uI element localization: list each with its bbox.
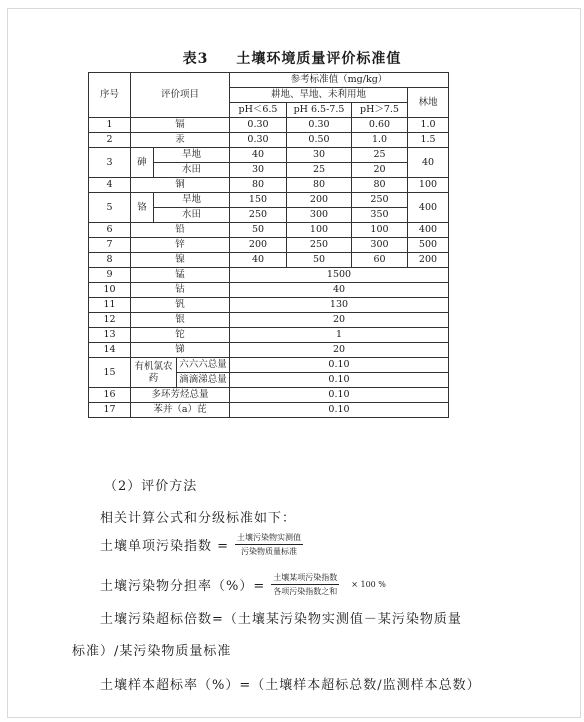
cell-value: 250	[352, 193, 408, 208]
section-intro: 相关计算公式和分级标准如下：	[100, 511, 297, 526]
cell-group: 有机氯农药	[131, 358, 177, 388]
cell-value: 80	[352, 178, 408, 193]
table-row	[89, 343, 449, 358]
formula-exceed-multiple-line1: 土壤污染超标倍数=（土壤某污染物实测值－某污染物质量	[100, 612, 462, 627]
table-row	[89, 178, 449, 193]
formula-label: 土壤单项污染指数 =	[100, 539, 230, 554]
cell-subitem: 水田	[154, 163, 230, 178]
table-row	[89, 133, 449, 148]
formula-exceed-multiple-line2: 标准）/某污染物质量标准	[72, 644, 232, 659]
cell-subitem: 滴滴涕总量	[177, 373, 230, 388]
table-row	[89, 253, 449, 268]
header-reference: 参考标准值（mg/kg）	[230, 73, 449, 88]
cell-value: 0.10	[230, 403, 449, 418]
table-row	[89, 388, 449, 403]
header-ph3: pH＞7.5	[352, 103, 408, 118]
cell-item: 钒	[131, 298, 230, 313]
header-index: 序号	[89, 73, 131, 118]
table-row	[89, 313, 449, 328]
cell-value: 20	[352, 163, 408, 178]
cell-value: 250	[230, 208, 287, 223]
cell-item: 镉	[131, 118, 230, 133]
cell-value: 100	[408, 178, 449, 193]
cell-value: 0.30	[287, 118, 352, 133]
cell-item: 银	[131, 313, 230, 328]
cell-item: 锰	[131, 268, 230, 283]
table-header-row	[89, 73, 449, 88]
cell-value: 150	[230, 193, 287, 208]
cell-item: 镍	[131, 253, 230, 268]
table-row	[89, 283, 449, 298]
formula-fraction	[271, 572, 339, 597]
cell-index: 11	[89, 298, 131, 313]
cell-item: 铜	[131, 178, 230, 193]
formula-label: 土壤污染物分担率（%）=	[100, 579, 266, 594]
table-row	[89, 148, 449, 163]
cell-index: 2	[89, 133, 131, 148]
fraction-denominator: 污染物质量标准	[241, 547, 298, 556]
cell-item: 汞	[131, 133, 230, 148]
cell-index: 17	[89, 403, 131, 418]
header-forest: 林地	[408, 88, 449, 118]
table-row	[89, 358, 449, 373]
cell-value: 350	[352, 208, 408, 223]
table-row	[89, 328, 449, 343]
cell-index: 1	[89, 118, 131, 133]
cell-value: 40	[230, 253, 287, 268]
cell-item: 锌	[131, 238, 230, 253]
cell-value: 30	[230, 163, 287, 178]
cell-value: 0.50	[287, 133, 352, 148]
cell-index: 16	[89, 388, 131, 403]
header-land: 耕地、旱地、未利用地	[230, 88, 408, 103]
cell-value: 60	[352, 253, 408, 268]
cell-index: 9	[89, 268, 131, 283]
fraction-numerator: 土壤某项污染指数	[271, 572, 339, 585]
cell-index: 14	[89, 343, 131, 358]
cell-index: 15	[89, 358, 131, 388]
cell-value: 40	[230, 283, 449, 298]
cell-subitem: 六六六总量	[177, 358, 230, 373]
cell-group: 铬	[131, 193, 154, 223]
table-row	[89, 238, 449, 253]
cell-value: 300	[287, 208, 352, 223]
cell-item: 钴	[131, 283, 230, 298]
cell-value: 80	[287, 178, 352, 193]
cell-value: 1.0	[408, 118, 449, 133]
cell-value: 0.30	[230, 133, 287, 148]
cell-value: 200	[230, 238, 287, 253]
cell-value: 40	[230, 148, 287, 163]
cell-index: 4	[89, 178, 131, 193]
cell-value: 20	[230, 343, 449, 358]
cell-item: 铊	[131, 328, 230, 343]
table-row	[89, 223, 449, 238]
cell-value: 80	[230, 178, 287, 193]
table-title-text: 土壤环境质量评价标准值	[236, 51, 402, 67]
cell-value: 25	[352, 148, 408, 163]
cell-item: 多环芳烃总量	[131, 388, 230, 403]
cell-index: 10	[89, 283, 131, 298]
cell-value: 1500	[230, 268, 449, 283]
cell-value: 50	[287, 253, 352, 268]
cell-value: 0.10	[230, 373, 449, 388]
cell-value: 300	[352, 238, 408, 253]
cell-index: 6	[89, 223, 131, 238]
cell-value: 500	[408, 238, 449, 253]
cell-index: 13	[89, 328, 131, 343]
cell-value: 1.0	[352, 133, 408, 148]
cell-item: 铅	[131, 223, 230, 238]
cell-value: 40	[408, 148, 449, 178]
cell-subitem: 旱地	[154, 148, 230, 163]
fraction-denominator: 各项污染指数之和	[273, 587, 338, 596]
cell-index: 7	[89, 238, 131, 253]
cell-index: 5	[89, 193, 131, 223]
table-row	[89, 268, 449, 283]
cell-value: 50	[230, 223, 287, 238]
cell-value: 250	[287, 238, 352, 253]
cell-value: 0.10	[230, 388, 449, 403]
cell-value: 400	[408, 223, 449, 238]
table-title	[0, 48, 584, 68]
header-ph1: pH＜6.5	[230, 103, 287, 118]
cell-group: 砷	[131, 148, 154, 178]
cell-value: 20	[230, 313, 449, 328]
cell-index: 8	[89, 253, 131, 268]
table-row	[89, 193, 449, 208]
formula-fraction	[235, 532, 303, 557]
fraction-numerator: 土壤污染物实测值	[235, 532, 303, 545]
cell-index: 12	[89, 313, 131, 328]
cell-index: 3	[89, 148, 131, 178]
cell-value: 0.30	[230, 118, 287, 133]
cell-value: 400	[408, 193, 449, 223]
cell-value: 0.10	[230, 358, 449, 373]
cell-subitem: 旱地	[154, 193, 230, 208]
table-number: 表3	[182, 51, 209, 67]
formula-share-rate	[100, 572, 386, 597]
cell-item: 苯并（a）芘	[131, 403, 230, 418]
table-row	[89, 403, 449, 418]
header-item: 评价项目	[131, 73, 230, 118]
cell-value: 130	[230, 298, 449, 313]
cell-value: 100	[352, 223, 408, 238]
formula-single-index	[100, 532, 309, 557]
standards-table	[88, 72, 449, 418]
formula-suffix: × 100 %	[351, 580, 386, 589]
cell-value: 200	[408, 253, 449, 268]
cell-value: 0.60	[352, 118, 408, 133]
cell-value: 200	[287, 193, 352, 208]
cell-value: 25	[287, 163, 352, 178]
table-row	[89, 118, 449, 133]
table-row	[89, 298, 449, 313]
cell-subitem: 水田	[154, 208, 230, 223]
cell-value: 30	[287, 148, 352, 163]
cell-value: 1	[230, 328, 449, 343]
cell-value: 1.5	[408, 133, 449, 148]
cell-value: 100	[287, 223, 352, 238]
formula-exceed-rate: 土壤样本超标率（%）=（土壤样本超标总数/监测样本总数）	[100, 678, 481, 693]
header-ph2: pH 6.5-7.5	[287, 103, 352, 118]
section-heading: （2）评价方法	[104, 479, 198, 494]
cell-item: 锑	[131, 343, 230, 358]
